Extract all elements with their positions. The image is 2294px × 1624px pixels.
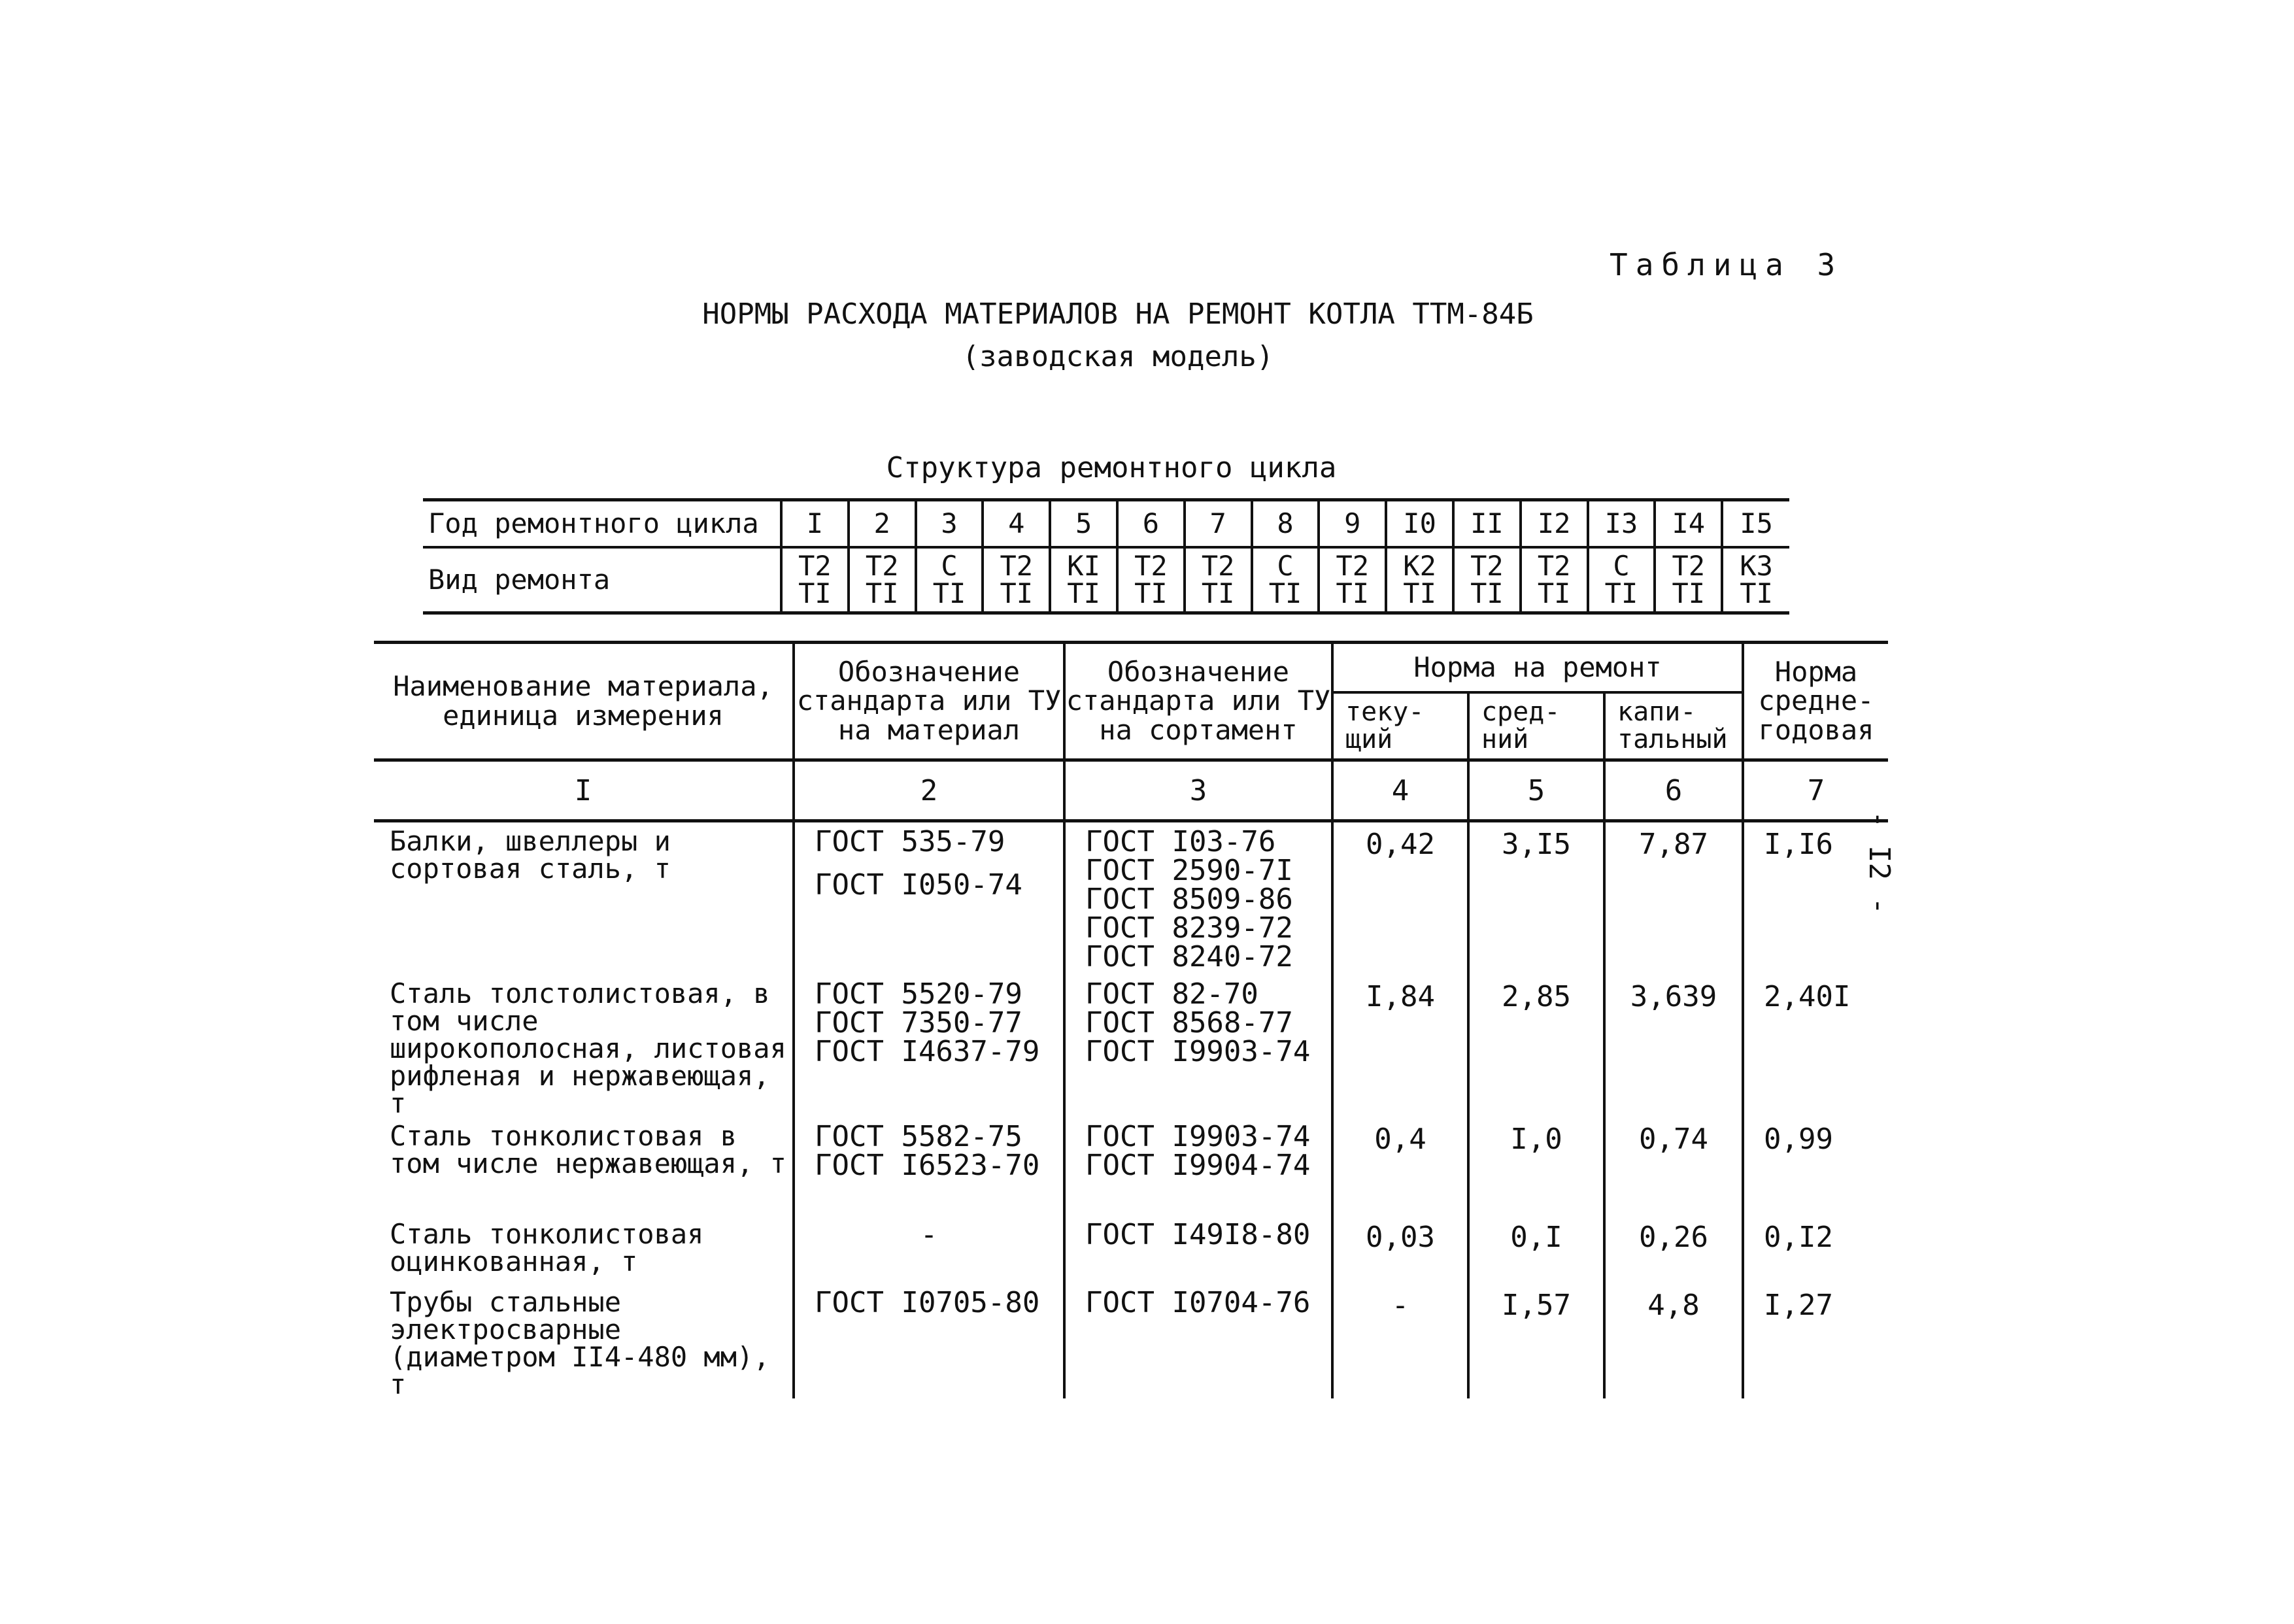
cycle-type: С ТI xyxy=(1588,547,1655,613)
cycle-years-row xyxy=(423,500,1789,548)
cycle-type: КI ТI xyxy=(1050,547,1117,613)
norm-capital: 0,74 xyxy=(1604,1117,1743,1215)
norm-annual: I,I6 xyxy=(1743,821,1888,975)
norm-medium: 3,I5 xyxy=(1468,821,1604,975)
cycle-year: 3 xyxy=(916,500,983,548)
std-material: - xyxy=(794,1215,1064,1283)
header-std-material: Обозначение стандарта или ТУ на материал xyxy=(794,643,1064,760)
cycle-type: К3 ТI xyxy=(1722,547,1789,613)
cycle-year: I xyxy=(781,500,849,548)
column-number: I xyxy=(374,760,794,821)
column-number: 4 xyxy=(1332,760,1468,821)
norm-capital: 3,639 xyxy=(1604,975,1743,1117)
norm-current: - xyxy=(1332,1283,1468,1398)
table-row xyxy=(374,1117,1888,1215)
cycle-year: II xyxy=(1453,500,1521,548)
std-assortment: ГОСТ I0704-76 xyxy=(1064,1283,1332,1398)
norm-annual: 0,I2 xyxy=(1743,1215,1888,1283)
header-annual-norm: Норма средне- годовая xyxy=(1743,643,1888,760)
cycle-type: Т2 ТI xyxy=(849,547,916,613)
std-material: ГОСТ 5582-75 ГОСТ I6523-70 xyxy=(794,1117,1064,1215)
std-material: ГОСТ I0705-80 xyxy=(794,1283,1064,1398)
cycle-types-row xyxy=(423,547,1789,613)
cycle-type: Т2 ТI xyxy=(781,547,849,613)
norm-capital: 4,8 xyxy=(1604,1283,1743,1398)
cycle-type: Т2 ТI xyxy=(1117,547,1185,613)
column-number: 5 xyxy=(1468,760,1604,821)
cycle-type: С ТI xyxy=(916,547,983,613)
column-number: 6 xyxy=(1604,760,1743,821)
norm-capital: 7,87 xyxy=(1604,821,1743,975)
norm-capital: 0,26 xyxy=(1604,1215,1743,1283)
cycle-type: Т2 ТI xyxy=(983,547,1050,613)
norm-annual: I,27 xyxy=(1743,1283,1888,1398)
cycle-year: I4 xyxy=(1655,500,1722,548)
header-medium: сред- ний xyxy=(1468,692,1604,760)
column-numbers-row xyxy=(374,760,1888,821)
material-name: Сталь толстолистовая, в том числе широкополосная, листовая рифленая и нержавеющая, т xyxy=(390,977,786,1119)
cycle-caption: Структура ремонтного цикла xyxy=(886,451,1337,484)
column-number: 3 xyxy=(1064,760,1332,821)
cycle-type: Т2 ТI xyxy=(1521,547,1588,613)
std-assortment: ГОСТ I9903-74 ГОСТ I9904-74 xyxy=(1064,1117,1332,1215)
cycle-year-label: Год ремонтного цикла xyxy=(423,500,781,548)
norm-medium: 0,I xyxy=(1468,1215,1604,1283)
norm-current: 0,4 xyxy=(1332,1117,1468,1215)
cycle-type: К2 ТI xyxy=(1386,547,1453,613)
norm-current: I,84 xyxy=(1332,975,1468,1117)
cycle-type: С ТI xyxy=(1252,547,1319,613)
table-row xyxy=(374,821,1888,975)
cycle-year: I3 xyxy=(1588,500,1655,548)
cycle-type: Т2 ТI xyxy=(1453,547,1521,613)
cycle-year: 9 xyxy=(1319,500,1386,548)
cycle-year: 7 xyxy=(1185,500,1252,548)
cycle-year: I5 xyxy=(1722,500,1789,548)
header-current: теку- щий xyxy=(1332,692,1468,760)
norm-medium: I,57 xyxy=(1468,1283,1604,1398)
table-label: Таблица 3 xyxy=(1610,247,1844,282)
column-number: 7 xyxy=(1743,760,1888,821)
header-std-assortment: Обозначение стандарта или ТУ на сортамент xyxy=(1064,643,1332,760)
std-material: ГОСТ 535-79 ГОСТ I050-74 xyxy=(794,821,1064,975)
cycle-type: Т2 ТI xyxy=(1185,547,1252,613)
cycle-type-label: Вид ремонта xyxy=(423,547,781,613)
cycle-year: 8 xyxy=(1252,500,1319,548)
cycle-year: I2 xyxy=(1521,500,1588,548)
std-assortment: ГОСТ I03-76 ГОСТ 2590-7I ГОСТ 8509-86 ГОСТ 8239-72 ГОСТ 8240-72 xyxy=(1064,821,1332,975)
norm-medium: I,0 xyxy=(1468,1117,1604,1215)
header-norm-repair: Норма на ремонт xyxy=(1332,643,1743,692)
cycle-type: Т2 ТI xyxy=(1319,547,1386,613)
material-name: Сталь тонколистовая оцинкованная, т xyxy=(390,1217,704,1277)
material-name: Трубы стальные электросварные (диаметром II4-480 мм), т xyxy=(390,1285,770,1400)
materials-norms-table xyxy=(374,641,1888,1398)
cycle-year: 6 xyxy=(1117,500,1185,548)
cycle-year: 4 xyxy=(983,500,1050,548)
table-row xyxy=(374,975,1888,1117)
page-number: - I2 - xyxy=(1863,811,1896,915)
norm-current: 0,42 xyxy=(1332,821,1468,975)
document-subtitle: (заводская модель) xyxy=(962,340,1274,373)
std-material: ГОСТ 5520-79 ГОСТ 7350-77 ГОСТ I4637-79 xyxy=(794,975,1064,1117)
material-name: Балки, швеллеры и сортовая сталь, т xyxy=(390,825,671,885)
cycle-type: Т2 ТI xyxy=(1655,547,1722,613)
material-name: Сталь тонколистовая в том числе нержавеющая, т xyxy=(390,1119,786,1179)
std-assortment: ГОСТ 82-70 ГОСТ 8568-77 ГОСТ I9903-74 xyxy=(1064,975,1332,1117)
column-number: 2 xyxy=(794,760,1064,821)
document-title: НОРМЫ РАСХОДА МАТЕРИАЛОВ НА РЕМОНТ КОТЛА ТТМ-84Б xyxy=(702,297,1534,331)
norm-annual: 2,40I xyxy=(1743,975,1888,1117)
table-row xyxy=(374,1215,1888,1283)
cycle-year: 5 xyxy=(1050,500,1117,548)
std-assortment: ГОСТ I49I8-80 xyxy=(1064,1215,1332,1283)
norm-medium: 2,85 xyxy=(1468,975,1604,1117)
header-material-name: Наименование материала, единица измерения xyxy=(374,643,794,760)
header-capital: капи- тальный xyxy=(1604,692,1743,760)
norm-current: 0,03 xyxy=(1332,1215,1468,1283)
norm-annual: 0,99 xyxy=(1743,1117,1888,1215)
table-row xyxy=(374,1283,1888,1398)
cycle-year: 2 xyxy=(849,500,916,548)
cycle-year: I0 xyxy=(1386,500,1453,548)
repair-cycle-table xyxy=(423,498,1789,615)
